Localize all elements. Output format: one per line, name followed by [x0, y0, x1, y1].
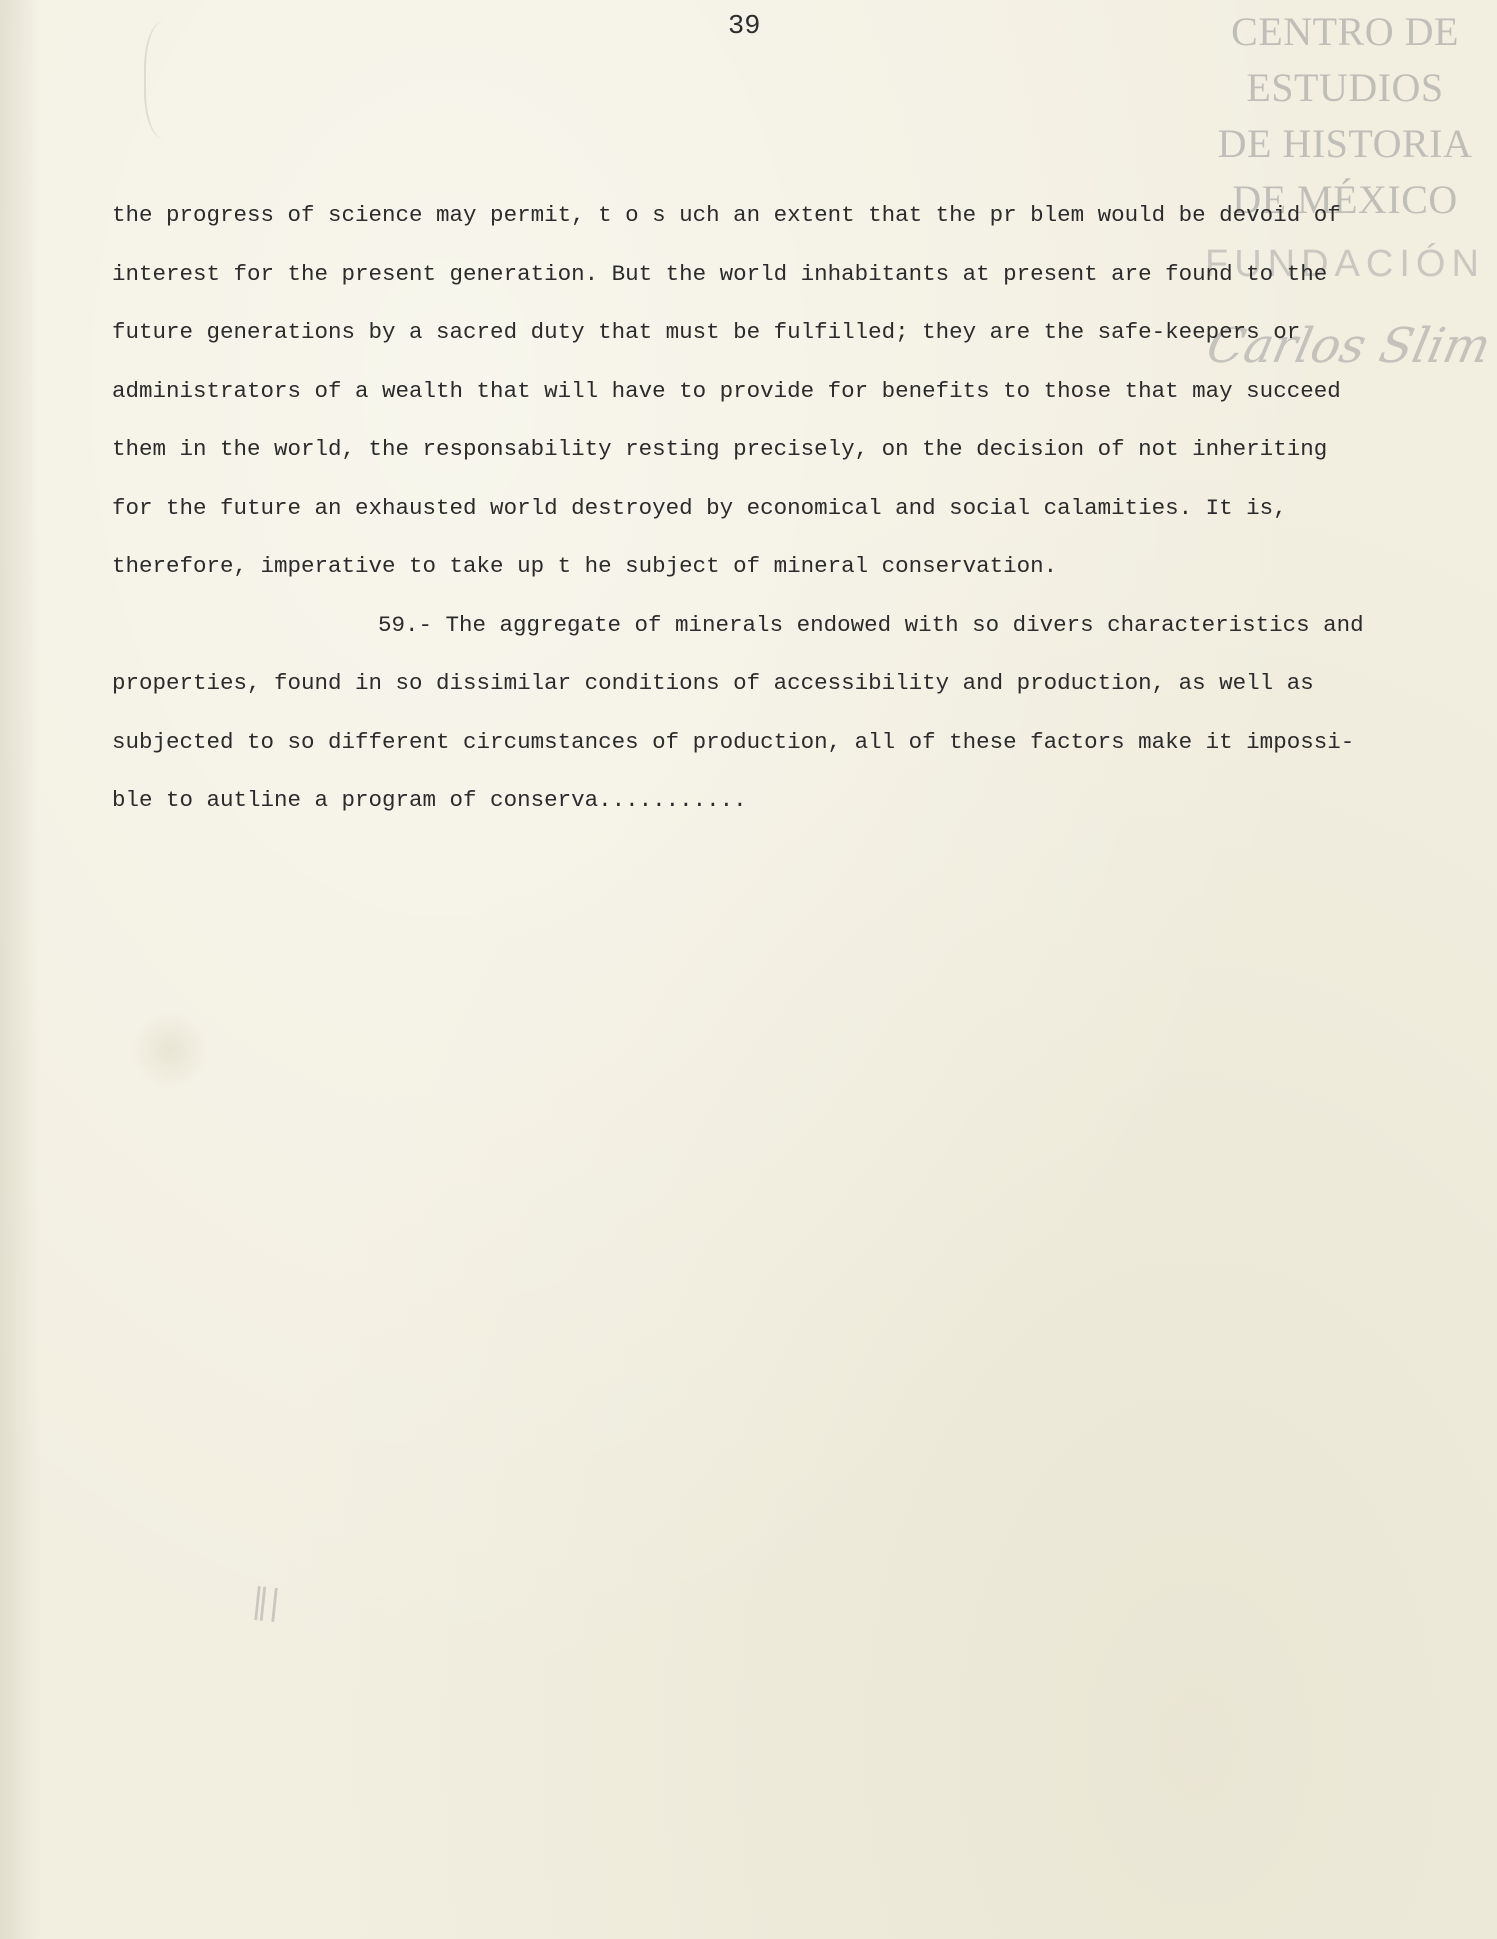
- paragraph-2: [112, 596, 1482, 830]
- text-line: the progress of science may permit, t o s uch an extent that the pr blem would be devoid of: [112, 202, 1341, 228]
- watermark-line-4: DE MÉXICO: [1232, 177, 1458, 222]
- text-line: properties, found in so dissimilar conditions of accessibility and production, as well as: [112, 670, 1314, 696]
- watermark-line-1: CENTRO DE: [1231, 9, 1459, 54]
- watermark-line-2: ESTUDIOS: [1246, 65, 1444, 110]
- watermark-signature: Carlos Slim: [1202, 318, 1496, 374]
- pencil-tick-marks: ‖|: [249, 1580, 283, 1624]
- text-line: therefore, imperative to take up t he subject of mineral conservation.: [112, 553, 1058, 579]
- text-line: 59.- The aggregate of minerals endowed with so divers characteristics and: [378, 611, 1364, 638]
- text-line: future generations by a sacred duty that must be fulfilled; they are the safe-keepers or: [112, 319, 1301, 345]
- text-line: for the future an exhausted world destroyed by economical and social calamities. It is,: [112, 494, 1287, 521]
- text-line: subjected to so different circumstances of production, all of these factors make it impossi-: [112, 728, 1355, 755]
- watermark-foundation: FUNDACIÓN: [1205, 243, 1485, 285]
- text-line: ble to autline a program of conserva...........: [112, 787, 747, 813]
- paragraph-1: [112, 186, 1482, 596]
- typed-body-text: [112, 186, 1482, 830]
- paper-stain: [130, 1010, 210, 1090]
- paper-clip-mark: [144, 20, 196, 140]
- watermark-line-3: DE HISTORIA: [1217, 121, 1473, 166]
- text-line: them in the world, the responsability resting precisely, on the decision of not inheriting: [112, 436, 1328, 462]
- paper-edge-shadow: [0, 0, 40, 1939]
- page-number: 39: [728, 12, 761, 42]
- text-line: interest for the present generation. But the world inhabitants at present are found to the: [112, 260, 1328, 287]
- text-line: administrators of a wealth that will have to provide for benefits to those that may succeed: [112, 377, 1341, 404]
